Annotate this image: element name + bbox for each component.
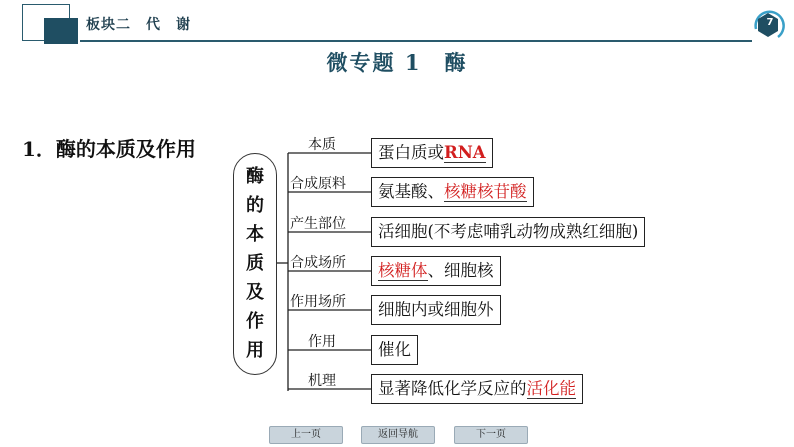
row-content-box — [371, 177, 534, 207]
row-label: 作用 — [308, 334, 336, 350]
center-label-char: 质 — [246, 253, 264, 274]
answer-text: 活化能 — [526, 379, 576, 398]
section-title: 板块二 代 谢 — [86, 17, 191, 33]
center-label-char: 用 — [246, 340, 264, 361]
content-text: 、细胞核 — [427, 261, 494, 280]
row-label: 合成原料 — [290, 176, 346, 192]
page-title: 微专题 1 酶 — [326, 50, 468, 75]
row-content-box — [371, 217, 645, 247]
answer-text: RNA — [444, 143, 486, 162]
center-label-char: 本 — [246, 224, 264, 245]
row-label: 作用场所 — [290, 294, 346, 310]
row-content-box — [371, 295, 501, 325]
center-label-char: 的 — [246, 195, 264, 216]
prev-page-button[interactable]: 上一页 — [269, 426, 343, 444]
content-text: 蛋白质或 — [378, 143, 444, 162]
center-label-char: 作 — [246, 311, 264, 332]
row-content-box — [371, 138, 493, 168]
content-text: 细胞内或细胞外 — [378, 300, 494, 319]
row-label: 机理 — [308, 373, 336, 389]
answer-text: 核糖核苷酸 — [444, 182, 527, 201]
row-label: 合成场所 — [290, 255, 346, 271]
next-page-button[interactable]: 下一页 — [454, 426, 528, 444]
content-text: 催化 — [378, 340, 411, 359]
page-number: 7 — [766, 17, 774, 28]
row-content-box — [371, 335, 418, 365]
section-heading: 1．酶的本质及作用 — [22, 137, 196, 161]
row-label: 本质 — [308, 137, 336, 153]
center-label-oval — [233, 153, 277, 375]
center-label-char: 酶 — [246, 166, 264, 187]
row-content-box — [371, 256, 501, 286]
answer-text: 核糖体 — [378, 261, 428, 280]
center-label — [234, 162, 276, 365]
content-text: 活细胞(不考虑哺乳动物成熟红细胞) — [378, 222, 639, 241]
row-label: 产生部位 — [290, 216, 346, 232]
row-content-box — [371, 374, 583, 404]
content-text: 氨基酸、 — [378, 182, 444, 201]
back-to-nav-button[interactable]: 返回导航 — [361, 426, 435, 444]
content-text: 显著降低化学反应的 — [378, 379, 527, 398]
center-label-char: 及 — [246, 282, 264, 303]
